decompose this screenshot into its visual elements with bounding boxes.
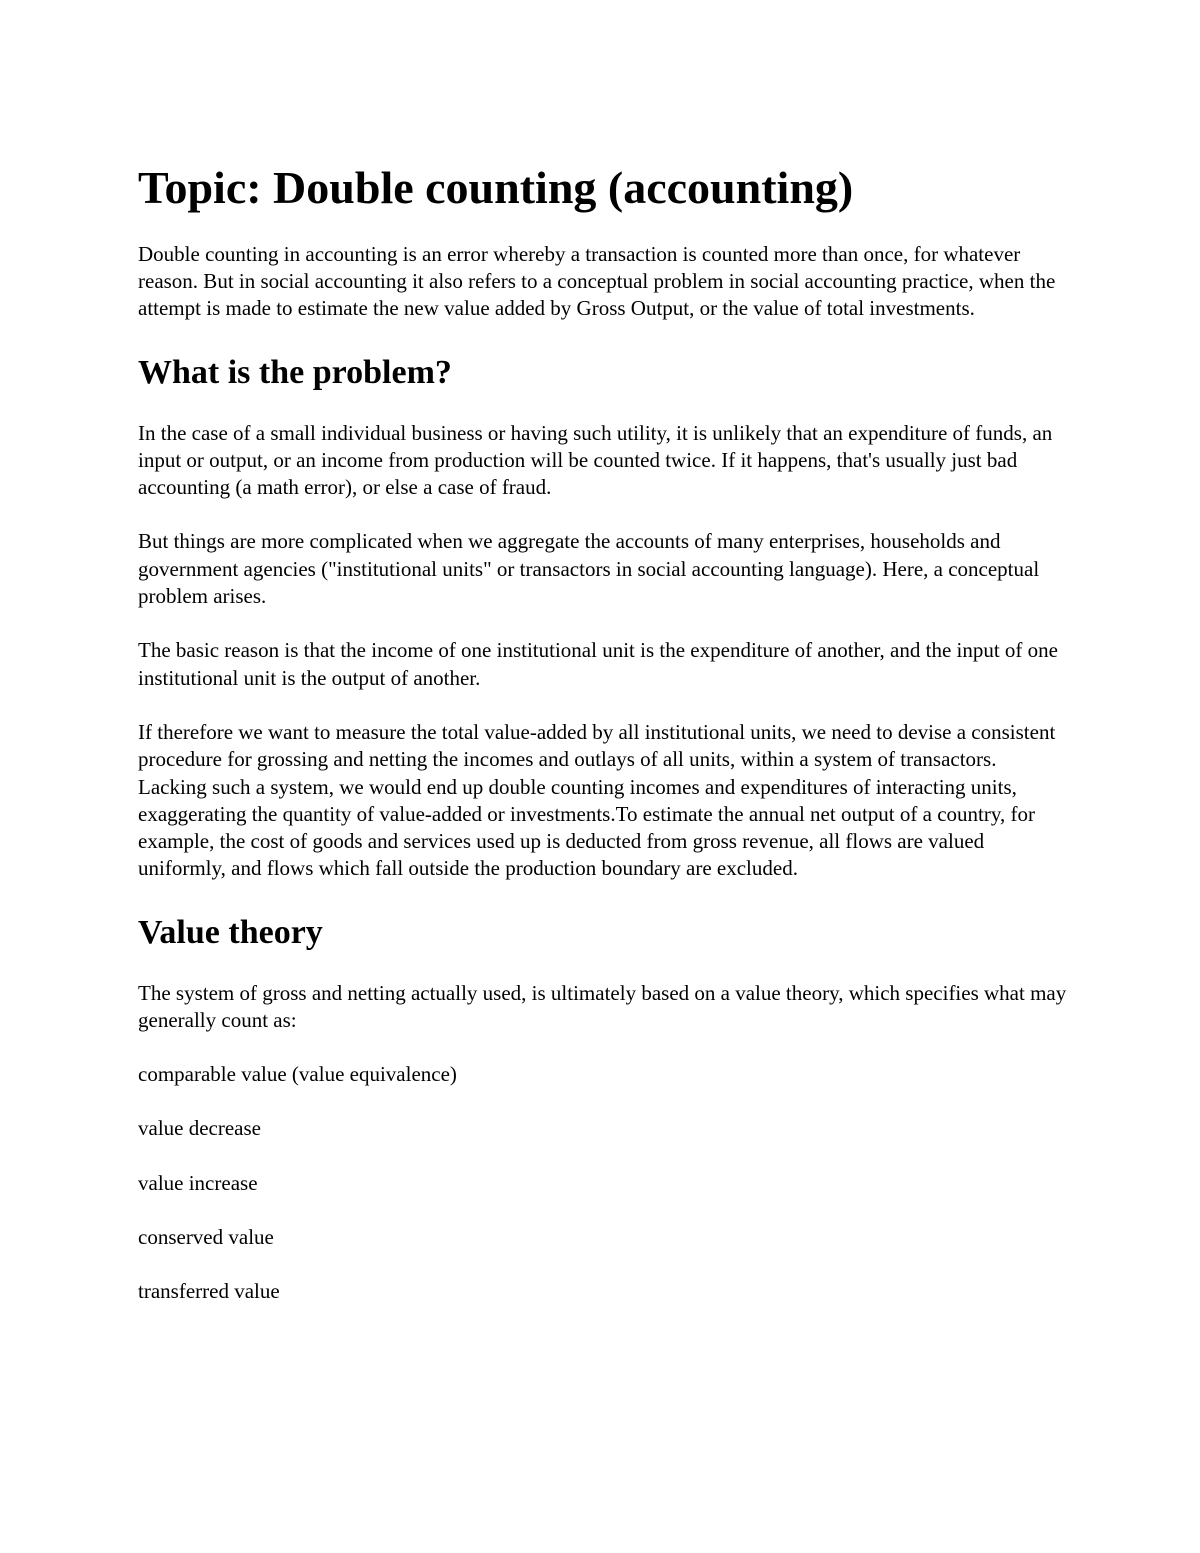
- problem-paragraph-4: If therefore we want to measure the total value-added by all institutional units, we need to devise a consistent procedure for grossing and netting the incomes and outlays of all units, within a system of transactors. Lacking such a system, we would end up double counting incomes and expenditures of interacting units, exaggerating the quantity of value-added or investments.To estimate the annual net output of a country, for example, the cost of goods and services used up is deducted from gross revenue, all flows are valued uniformly, and flows which fall outside the production boundary are excluded.: [138, 719, 1056, 881]
- value-theory-paragraph: The system of gross and netting actually used, is ultimately based on a value theory, which specifies what may generally count as:: [138, 980, 1067, 1032]
- document-page: [138, 162, 1068, 1333]
- intro-paragraph: Double counting in accounting is an error whereby a transaction is counted more than once, for whatever reason. But in social accounting it also refers to a conceptual problem in social accounting practice, when the attempt is made to estimate the new value added by Gross Output, or the value of total investments.: [138, 241, 1056, 321]
- value-item-transferred: transferred value: [138, 1279, 280, 1304]
- value-item-conserved: conserved value: [138, 1225, 274, 1250]
- section-heading-problem: What is the problem?: [138, 353, 452, 391]
- value-item-comparable: comparable value (value equivalence): [138, 1062, 457, 1087]
- problem-paragraph-2: But things are more complicated when we aggregate the accounts of many enterprises, households and government agencies ("institutional units" or transactors in social accounting language). Here, a conceptual problem arises.: [138, 529, 1040, 609]
- document-title: Topic: Double counting (accounting): [138, 162, 854, 213]
- section-heading-value-theory: Value theory: [138, 913, 323, 951]
- problem-paragraph-1: In the case of a small individual business or having such utility, it is unlikely that an expenditure of funds, an input or output, or an income from production will be counted twice. If it happens, that's usually just bad accounting (a math error), or else a case of fraud.: [138, 420, 1053, 500]
- problem-paragraph-3: The basic reason is that the income of one institutional unit is the expenditure of another, and the input of one institutional unit is the output of another.: [138, 638, 1059, 690]
- value-item-decrease: value decrease: [138, 1116, 261, 1141]
- value-item-increase: value increase: [138, 1170, 258, 1195]
